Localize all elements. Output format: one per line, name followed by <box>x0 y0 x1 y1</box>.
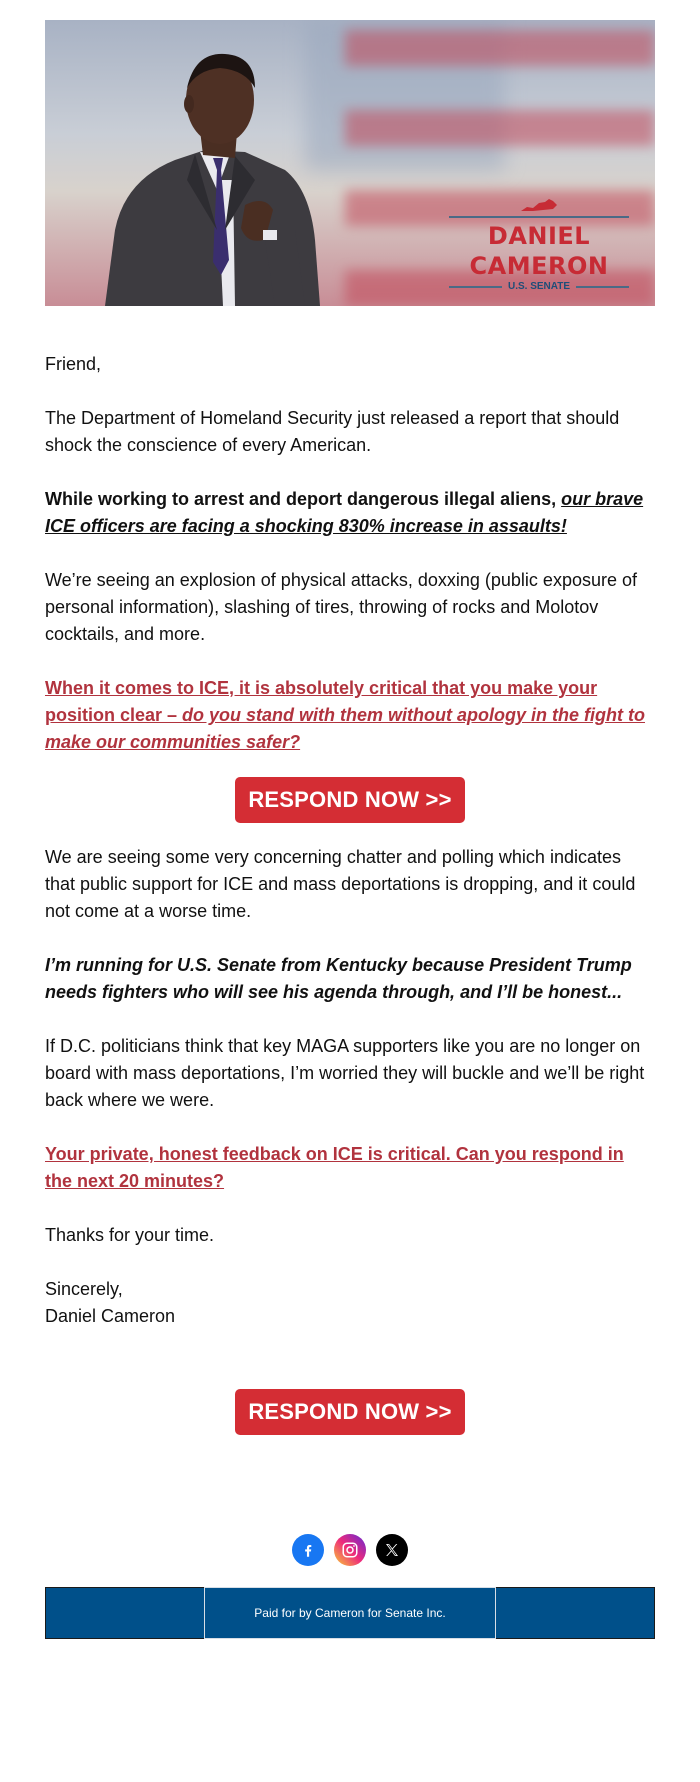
candidate-photo <box>95 30 325 306</box>
logo-name: DANIEL CAMERON <box>469 222 609 280</box>
facebook-link[interactable] <box>292 1534 324 1566</box>
logo-rule-right <box>576 286 629 288</box>
logo-subtitle: U.S. SENATE <box>507 281 571 292</box>
respond-now-button-footer[interactable]: RESPOND NOW >> <box>235 1389 465 1435</box>
link-position-clear[interactable] <box>45 675 650 756</box>
flag-stripe <box>345 30 655 66</box>
facebook-icon <box>299 1541 317 1559</box>
instagram-icon <box>341 1541 359 1559</box>
link-position-clear-text[interactable]: When it comes to ICE, it is absolutely critical that you make your position clear – <box>45 678 598 725</box>
link-feedback-text[interactable]: Your private, honest feedback on ICE is critical. Can you respond in the next 20 minutes? <box>45 1144 624 1191</box>
paragraph-polling: We are seeing some very concerning chatter and polling which indicates that public support for ICE and mass deportations is dropping, and it could not come at a worse time. <box>45 847 636 921</box>
kentucky-icon <box>519 197 559 213</box>
assaults-emphasis: our brave ICE officers are facing a shocking 830% increase in assaults! <box>45 489 644 536</box>
hero-banner[interactable] <box>45 20 655 306</box>
link-stand-with-them[interactable]: do you stand with them without apology in the fight to make our communities safer? <box>45 705 645 752</box>
paragraph-assaults <box>45 486 650 540</box>
respond-now-button[interactable]: RESPOND NOW >> <box>235 777 465 823</box>
campaign-logo <box>449 197 629 292</box>
signature: Daniel Cameron <box>45 1306 176 1326</box>
paragraph-intro: The Department of Homeland Security just released a report that should shock the conscience of every American. <box>45 408 620 455</box>
social-links <box>45 1534 655 1566</box>
x-icon <box>384 1542 400 1558</box>
link-feedback[interactable] <box>45 1141 650 1195</box>
paid-for-text: Paid for by Cameron for Senate Inc. <box>254 1606 446 1620</box>
thanks-line: Thanks for your time. <box>45 1225 215 1245</box>
paragraph-running: I’m running for U.S. Senate from Kentucky because President Trump needs fighters who will see his agenda through, and I’ll be honest... <box>45 955 632 1002</box>
greeting: Friend, <box>45 354 102 374</box>
logo-rule-left <box>449 286 502 288</box>
paid-for-box <box>204 1587 496 1639</box>
footer-disclaimer <box>45 1587 655 1639</box>
paragraph-maga: If D.C. politicians think that key MAGA supporters like you are no longer on board with mass deportations, I’m worried they will buckle and we’ll be right back where we were. <box>45 1036 645 1110</box>
x-link[interactable] <box>376 1534 408 1566</box>
email-container <box>45 20 655 1620</box>
flag-stripe <box>345 110 655 146</box>
paragraph-attacks: We’re seeing an explosion of physical attacks, doxxing (public exposure of personal information), slashing of tires, throwing of rocks and Molotov cocktails, and more. <box>45 570 637 644</box>
instagram-link[interactable] <box>334 1534 366 1566</box>
signoff: Sincerely, <box>45 1279 123 1299</box>
assaults-lead-text: While working to arrest and deport dangerous illegal aliens, <box>45 489 562 509</box>
logo-rule <box>449 216 629 218</box>
